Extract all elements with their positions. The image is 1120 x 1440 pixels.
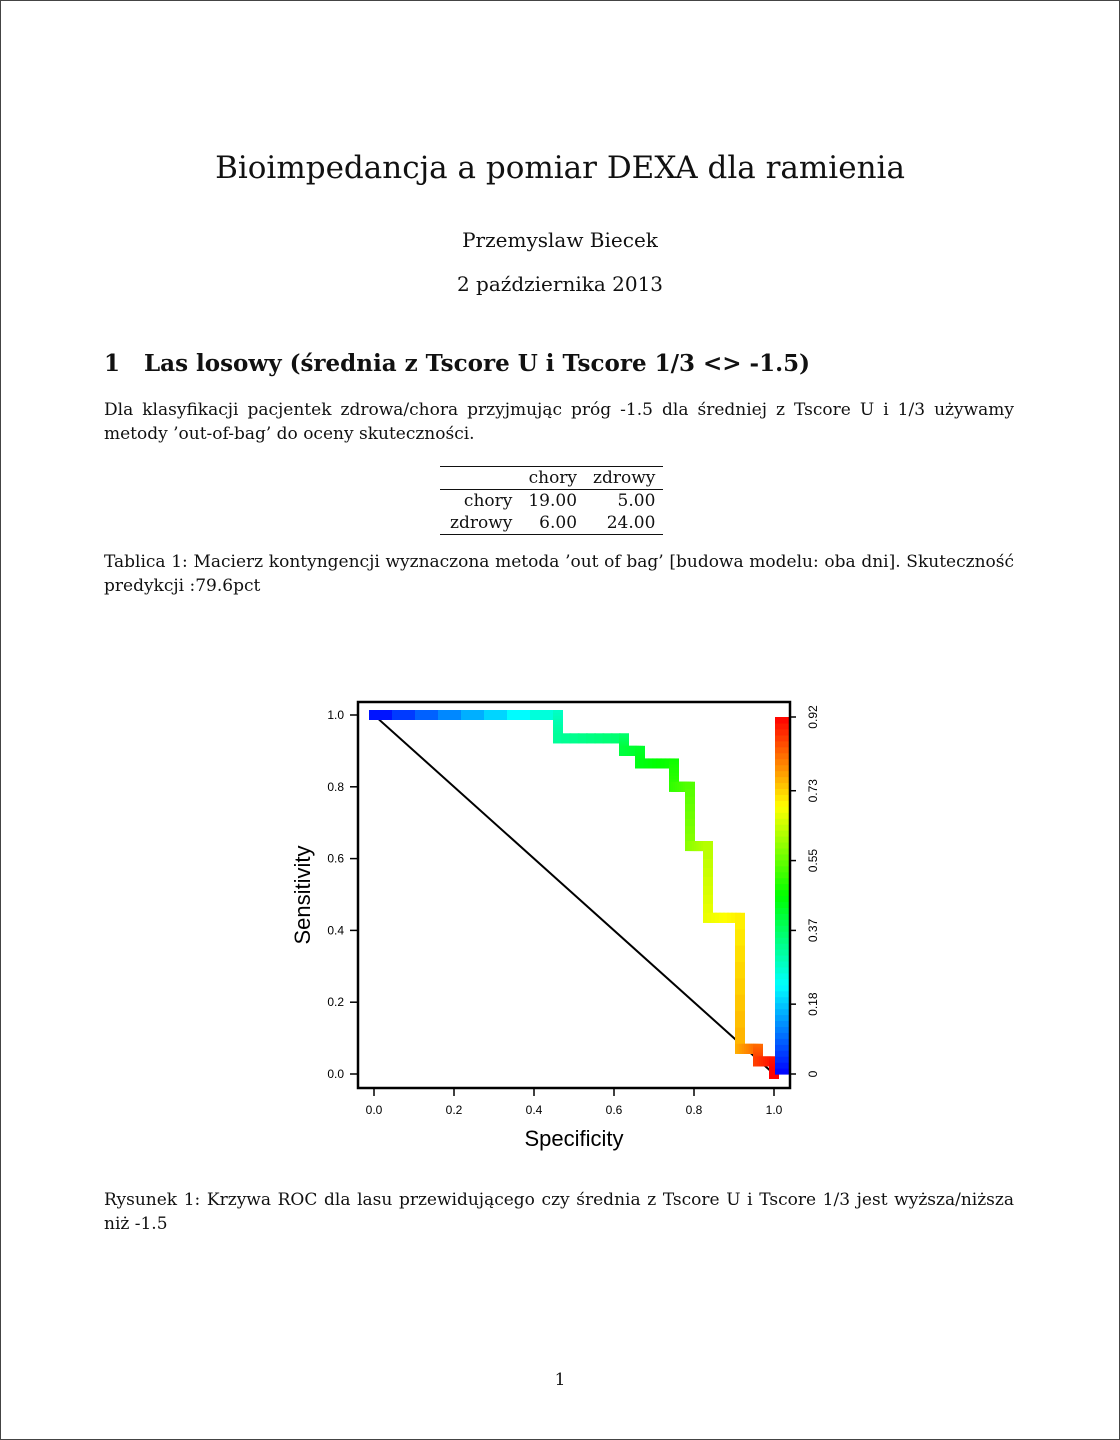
colorbar-band <box>775 878 789 885</box>
colorbar-band <box>775 961 789 968</box>
colorbar-band <box>775 1032 789 1039</box>
colorbar-band <box>775 919 789 926</box>
colorbar-band <box>775 735 789 742</box>
colorbar-tick-label: 0.92 <box>806 705 820 729</box>
colorbar-band <box>775 967 789 974</box>
colorbar-band <box>775 759 789 766</box>
x-tick-label: 0.8 <box>685 1103 703 1117</box>
colorbar-band <box>775 723 789 730</box>
colorbar-band <box>775 1038 789 1045</box>
contingency-table <box>440 466 663 535</box>
colorbar-band <box>775 955 789 962</box>
colorbar-band <box>775 1050 789 1057</box>
colorbar-band <box>775 1056 789 1063</box>
colorbar-band <box>775 788 789 795</box>
table-row <box>440 512 663 535</box>
figure-caption: Rysunek 1: Krzywa ROC dla lasu przewidującego czy średnia z Tscore U i Tscore 1/3 jest wyższa/niższa niż -1.5 <box>104 1190 1014 1234</box>
colorbar-band <box>775 717 789 724</box>
colorbar-band <box>775 1062 789 1069</box>
colorbar-band <box>775 1068 789 1075</box>
colorbar-band <box>775 765 789 772</box>
colorbar-band <box>775 848 789 855</box>
colorbar-band <box>775 860 789 867</box>
y-tick-label: 0.6 <box>327 851 344 866</box>
colorbar-band <box>775 1020 789 1027</box>
y-tick-label: 1.0 <box>327 708 344 722</box>
table-cell: 19.00 <box>528 491 578 511</box>
colorbar-band <box>775 747 789 754</box>
colorbar-band <box>775 777 789 784</box>
colorbar-band <box>775 943 789 950</box>
table-row-header: chory <box>463 491 513 511</box>
colorbar-band <box>775 991 789 998</box>
table-row-header: zdrowy <box>450 513 513 533</box>
colorbar-band <box>775 1026 789 1033</box>
colorbar-band <box>775 1044 789 1051</box>
x-axis-label: Specificity <box>524 1126 624 1151</box>
colorbar-band <box>775 872 789 879</box>
table-cell: 6.00 <box>539 513 578 533</box>
colorbar-band <box>775 812 789 819</box>
colorbar-tick-label: 0 <box>806 1070 820 1078</box>
y-tick-label: 0.0 <box>327 1067 344 1081</box>
colorbar-band <box>775 925 789 932</box>
colorbar-band <box>775 854 789 861</box>
colorbar-band <box>775 973 789 980</box>
colorbar-band <box>775 824 789 831</box>
colorbar-band <box>775 890 789 897</box>
colorbar-band <box>775 896 789 903</box>
table-cell: 5.00 <box>617 491 656 511</box>
colorbar-band <box>775 800 789 807</box>
table-corner <box>440 467 520 490</box>
page-number: 1 <box>554 1370 566 1390</box>
colorbar-band <box>775 830 789 837</box>
colorbar-band <box>775 729 789 736</box>
table-row <box>440 490 663 513</box>
diagonal-line <box>374 715 774 1074</box>
x-tick-label: 0.4 <box>525 1103 543 1117</box>
table-caption: Tablica 1: Macierz kontyngencji wyznaczona metoda ’out of bag’ [budowa modelu: oba dni]. Skuteczność predykcji :79.6pct <box>104 552 1014 596</box>
colorbar-band <box>775 901 789 908</box>
colorbar-band <box>775 979 789 986</box>
table-cell: 24.00 <box>606 513 656 533</box>
roc-chart <box>280 690 860 1170</box>
colorbar-band <box>775 741 789 748</box>
table-col-header: zdrowy <box>585 467 663 490</box>
colorbar-band <box>775 884 789 891</box>
colorbar-band <box>775 985 789 992</box>
y-tick-label: 0.2 <box>327 995 344 1010</box>
colorbar-band <box>775 836 789 843</box>
colorbar-tick-label: 0.55 <box>806 848 820 873</box>
colorbar-band <box>775 771 789 778</box>
x-tick-label: 0.6 <box>605 1103 623 1117</box>
colorbar-band <box>775 1015 789 1022</box>
table-col-header: chory <box>520 467 585 490</box>
colorbar-band <box>775 931 789 938</box>
colorbar-band <box>775 753 789 760</box>
x-tick-label: 0.0 <box>365 1103 383 1117</box>
document-author: Przemyslaw Biecek <box>462 228 658 252</box>
colorbar-band <box>775 866 789 873</box>
section-number: 1 <box>104 350 121 377</box>
colorbar-band <box>775 1009 789 1016</box>
colorbar-band <box>775 913 789 920</box>
colorbar-band <box>775 794 789 801</box>
colorbar-tick-label: 0.18 <box>806 992 820 1016</box>
y-tick-label: 0.8 <box>327 779 344 794</box>
colorbar-band <box>775 907 789 914</box>
colorbar-band <box>775 806 789 813</box>
colorbar-band <box>775 818 789 825</box>
y-axis-label: Sensitivity <box>290 845 315 945</box>
section-heading <box>104 350 810 377</box>
colorbar-band <box>775 842 789 849</box>
colorbar-band <box>775 937 789 944</box>
section-title: Las losowy (średnia z Tscore U i Tscore 1/3 <> -1.5) <box>144 350 811 377</box>
x-tick-label: 0.2 <box>445 1103 463 1117</box>
document-title: Bioimpedancja a pomiar DEXA dla ramienia <box>215 150 905 186</box>
colorbar-band <box>775 1003 789 1010</box>
body-paragraph: Dla klasyfikacji pacjentek zdrowa/chora przyjmując próg -1.5 dla średniej z Tscore U i 1/3 używamy metody ’out-of-bag’ do oceny skuteczności. <box>104 400 1014 444</box>
colorbar-tick-label: 0.73 <box>806 779 820 803</box>
colorbar-band <box>775 997 789 1004</box>
y-tick-label: 0.4 <box>327 923 344 938</box>
document-date: 2 października 2013 <box>456 272 664 296</box>
colorbar-band <box>775 782 789 789</box>
x-tick-label: 1.0 <box>765 1103 783 1117</box>
colorbar-tick-label: 0.37 <box>806 918 820 943</box>
colorbar-band <box>775 949 789 956</box>
